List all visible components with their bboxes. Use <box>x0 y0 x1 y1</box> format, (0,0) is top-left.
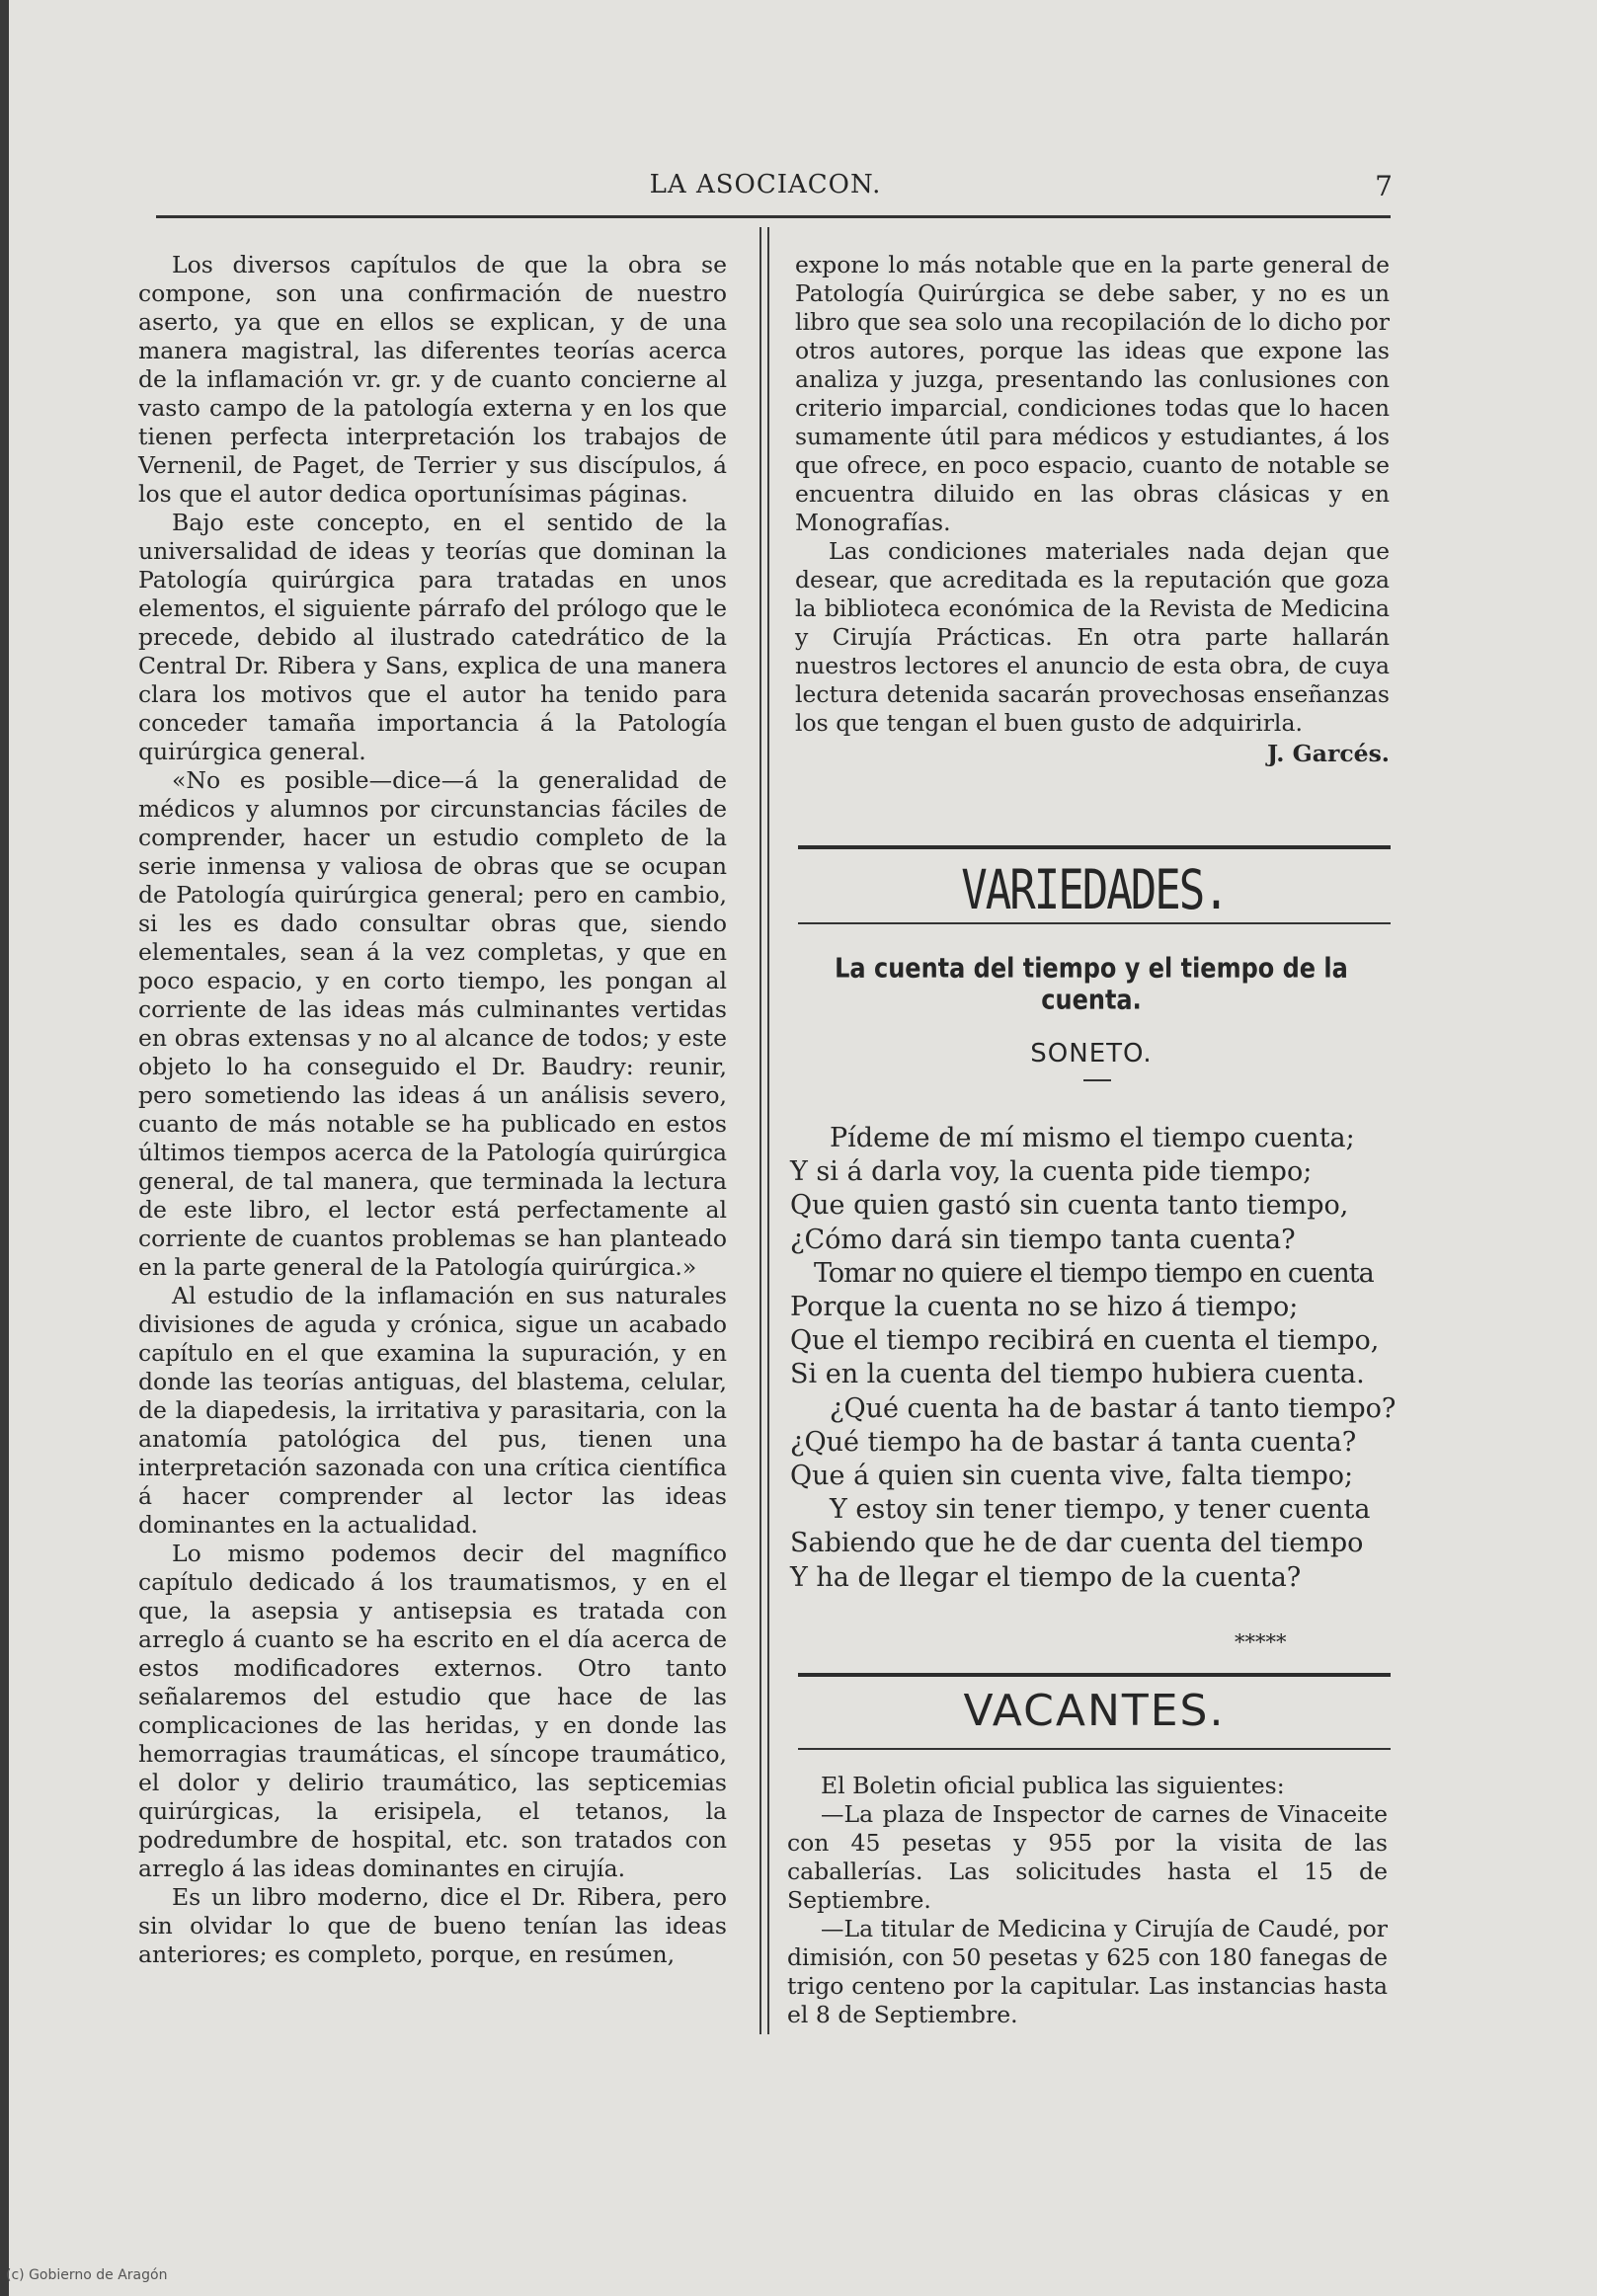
publication-title: LA ASOCIACON. <box>649 170 882 199</box>
poem-line: Tomar no quiere el tiempo tiempo en cuenta <box>814 1257 1374 1289</box>
page-number: 7 <box>1375 170 1393 202</box>
poem-line: Porque la cuenta no se hizo á tiempo; <box>790 1292 1299 1323</box>
poem-line: Sabiendo que he de dar cuenta del tiempo <box>790 1528 1364 1559</box>
section-rule <box>798 922 1391 924</box>
paragraph: —La plaza de Inspector de carnes de Vinaceite con 45 pesetas y 955 por la visita de las caballerías. Las solicitudes hasta el 15 de Septiembre. <box>787 1800 1388 1914</box>
paragraph: Es un libro moderno, dice el Dr. Ribera, pero sin olvidar lo que de bueno tenían las ideas anteriores; es completo, porque, en resúmen, <box>138 1883 727 1968</box>
sonnet <box>790 1122 1397 1595</box>
poem-line: Que el tiempo recibirá en cuenta el tiempo, <box>790 1325 1380 1357</box>
poem-title: SONETO. <box>1030 1039 1153 1069</box>
author-signature: J. Garcés. <box>1266 740 1390 767</box>
paragraph: Bajo este concepto, en el sentido de la universalidad de ideas y teorías que dominan la Patología quirúrgica para tratadas en unos elementos, el siguiente párrafo del prólogo que le precede, debido al ilustrado catedrático de la Central Dr. Ribera y Sans, explica de una manera clara los motivos que el autor ha tenido para conceder tamaña importancia á la Patología quirúrgica general. <box>138 509 727 765</box>
paragraph: Las condiciones materiales nada dejan que desear, que acreditada es la reputación que goza la biblioteca económica de la Revista de Medicina y Cirujía Prácticas. En otra parte hallarán nuestros lectores el anuncio de esta obra, de cuya lectura detenida sacarán provechosas enseñanzas los que tengan el buen gusto de adquirirla. <box>795 537 1390 737</box>
section-heading-variedades: VARIEDADES. <box>961 859 1228 922</box>
section-rule <box>798 1673 1391 1677</box>
paragraph: Al estudio de la inflamación en sus naturales divisiones de aguda y crónica, sigue un acabado capítulo en el que examina la supuración, y en donde las teorías antiguas, del blastema, celular, de la diapedesis, la irritativa y parasitaria, con la anatomía patológica del pus, tienen una interpretación sazonada con una crítica científica á hacer comprender al lector las ideas dominantes en la actualidad. <box>138 1282 727 1539</box>
paragraph: Lo mismo podemos decir del magnífico capítulo dedicado á los traumatismos, y en el que, la asepsia y antisepsia es tratada con arreglo á cuanto se ha escrito en el día acerca de estos modificadores externos. Otro tanto señalaremos del estudio que hace de las complicaciones de las heridas, y en donde las hemorragias traumáticas, el síncope traumático, el dolor y delirio traumático, las septicemias quirúrgicas, la erisipela, el tetanos, la podredumbre de hospital, etc. son tratados con arreglo á las ideas dominantes en cirujía. <box>138 1540 727 1882</box>
poem-line: Que á quien sin cuenta vive, falta tiempo; <box>790 1461 1354 1492</box>
page-header <box>138 170 1393 203</box>
poem-line: ¿Qué tiempo ha de bastar á tanta cuenta? <box>790 1426 1357 1458</box>
paragraph: expone lo más notable que en la parte general de Patología Quirúrgica se debe saber, y no es un libro que sea solo una recopilación de lo dicho por otros autores, porque las ideas que expone las analiza y juzga, presentando las conlusiones con criterio imparcial, condiciones todas que lo hacen sumamente útil para médicos y estudiantes, á los que ofrece, en poco espacio, cuanto de notable se encuentra diluido en las obras clásicas y en Monografías. <box>795 251 1390 536</box>
paragraph: El Boletin oficial publica las siguientes: <box>821 1772 1285 1799</box>
column-divider <box>759 227 761 2034</box>
scan-edge <box>0 0 9 2296</box>
paragraph: Los diversos capítulos de que la obra se compone, son una confirmación de nuestro aserto, ya que en ellos se explican, y de una manera magistral, las diferentes teorías acerca de la inflamación vr. gr. y de cuanto concierne al vasto campo de la patología externa y en los que tienen perfecta interpretación los trabajos de Vernenil, de Paget, de Terrier y sus discípulos, á los que el autor dedica oportunísimas páginas. <box>138 251 727 508</box>
poem-line: Y si á darla voy, la cuenta pide tiempo; <box>790 1156 1313 1188</box>
section-rule <box>798 845 1391 849</box>
poem-title-dash <box>1083 1079 1111 1081</box>
vacancies-column <box>787 1772 1388 2029</box>
copyright-notice: (c) Gobierno de Aragón <box>6 2267 168 2283</box>
poem-line: ¿Cómo dará sin tiempo tanta cuenta? <box>790 1224 1296 1255</box>
header-rule <box>156 215 1391 218</box>
poem-line: Que quien gastó sin cuenta tanto tiempo, <box>790 1190 1349 1222</box>
poem-line: Y ha de llegar el tiempo de la cuenta? <box>790 1561 1302 1593</box>
section-separator: ***** <box>1235 1630 1287 1654</box>
poem-line: Pídeme de mí mismo el tiempo cuenta; <box>830 1123 1355 1153</box>
poem-line: Y estoy sin tener tiempo, y tener cuenta <box>830 1494 1371 1526</box>
paragraph: «No es posible—dice—á la generalidad de médicos y alumnos por circunstancias fáciles de comprender, hacer un estudio completo de la serie inmensa y valiosa de obras que se ocupan de Patología quirúrgica general; pero en cambio, si les es dado consultar obras que, siendo elementales, sean á la vez completas, y que en poco espacio, y en corto tiempo, les pongan al corriente de las ideas más culminantes vertidas en obras extensas y no al alcance de todos; y este objeto lo ha conseguido el Dr. Baudry: reunir, pero sometiendo las ideas á un análisis severo, cuanto de más notable se ha publicado en estos últimos tiempos acerca de la Patología quirúrgica general, de tal manera, que terminada la lectura de este libro, el lector está perfectamente al corriente de cuantos problemas se han planteado en la parte general de la Patología quirúrgica.» <box>138 766 727 1281</box>
section-heading-vacantes: VACANTES. <box>963 1686 1226 1736</box>
left-column <box>138 251 727 1969</box>
poem-line: Si en la cuenta del tiempo hubiera cuenta. <box>790 1359 1365 1390</box>
section-rule <box>798 1748 1391 1750</box>
column-divider <box>767 227 769 2034</box>
article-title: La cuenta del tiempo y el tiempo de la cuenta. <box>835 952 1348 1016</box>
paragraph: —La titular de Medicina y Cirujía de Caudé, por dimisión, con 50 pesetas y 625 con 180 fanegas de trigo centeno por la capitular. Las instancias hasta el 8 de Septiembre. <box>787 1915 1388 2028</box>
poem-line: ¿Qué cuenta ha de bastar á tanto tiempo? <box>830 1392 1397 1424</box>
right-column <box>795 251 1390 768</box>
